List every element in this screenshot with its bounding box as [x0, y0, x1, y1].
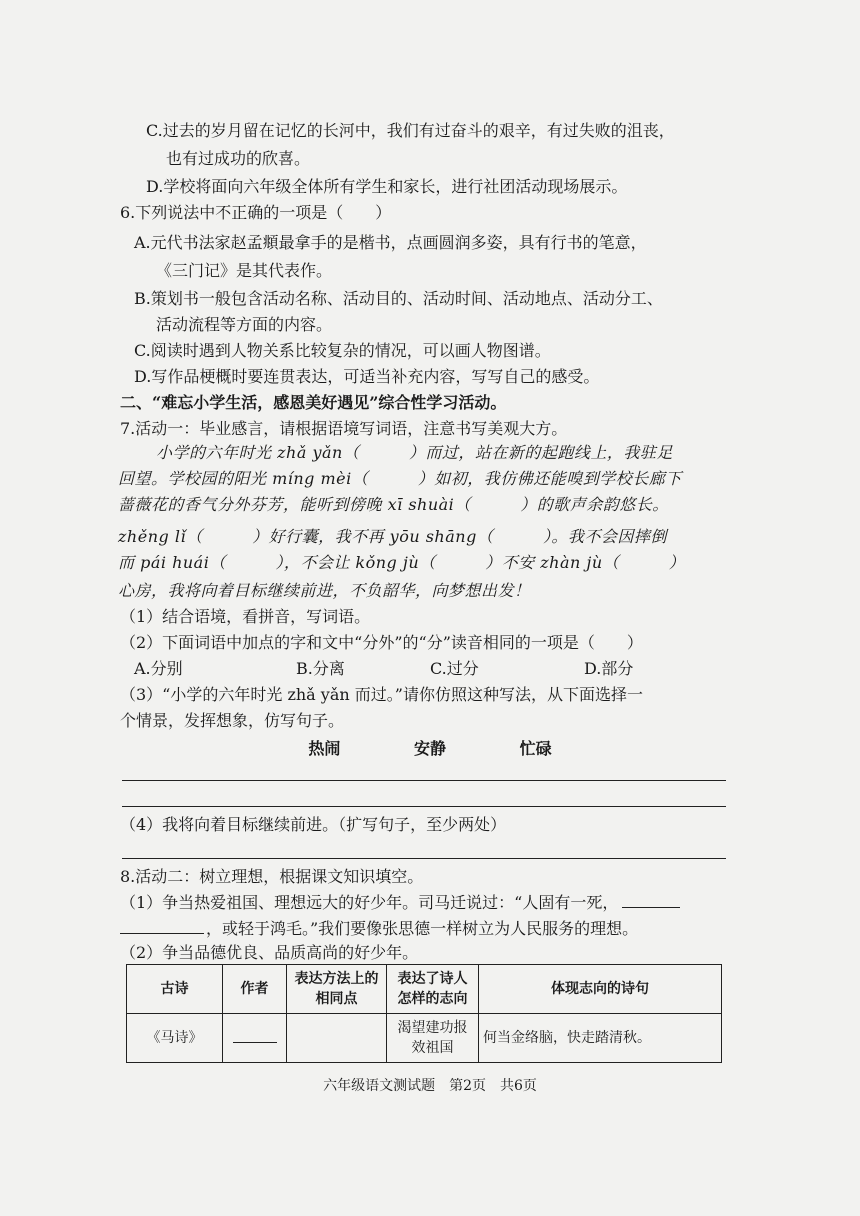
q6-option-b-line1: B.策划书一般包含活动名称、活动目的、活动时间、活动地点、活动分工、	[134, 289, 663, 308]
q8-sub-2: （2）争当品德优良、品质高尚的好少年。	[120, 943, 419, 962]
q8-sub-1-line2: ，或轻于鸿毛。”我们要像张思德一样树立为人民服务的理想。	[120, 918, 638, 940]
fill-blank-2[interactable]	[120, 919, 204, 934]
q8-sub-1-line1: （1）争当热爱祖国、理想远大的好少年。司马迁说过：“人固有一死，	[120, 892, 680, 914]
passage-line6: 心房，我将向着目标继续前进，不负韶华，向梦想出发！	[118, 581, 531, 600]
answer-line-1[interactable]	[122, 780, 726, 781]
answer-line-3[interactable]	[122, 858, 726, 859]
q6-option-b-line2: 活动流程等方面的内容。	[156, 315, 333, 334]
poem-table	[126, 964, 722, 1063]
choice-a: A.分别	[134, 659, 183, 678]
passage-line4: zhěng lǐ（ ）好行囊，我不再 yōu shāng（ ）。我不会因摔倒	[118, 527, 667, 546]
sub-question-3-line2: 个情景，发挥想象，仿写句子。	[120, 711, 345, 730]
header-verse: 体现志向的诗句	[479, 965, 722, 1014]
answer-line-2[interactable]	[122, 806, 726, 807]
option-c-line2: 也有过成功的欣喜。	[166, 149, 311, 168]
sub-question-1: （1）结合语境，看拼音，写词语。	[120, 607, 371, 626]
q6-option-a-line1: A.元代书法家赵孟頫最拿手的是楷书，点画圆润多姿，具有行书的笔意，	[134, 233, 647, 252]
cell-author[interactable]	[223, 1014, 287, 1063]
sub-question-4: （4）我将向着目标继续前进。（扩写句子，至少两处）	[120, 815, 507, 834]
question-8: 8.活动二：树立理想，根据课文知识填空。	[120, 867, 424, 886]
q6-option-d: D.写作品梗概时要连贯表达，可适当补充内容，写写自己的感受。	[134, 367, 600, 386]
scene-word-choices	[0, 736, 860, 759]
author-blank[interactable]	[233, 1028, 277, 1043]
cell-method[interactable]	[287, 1014, 387, 1063]
table-row	[127, 1014, 722, 1063]
word-busy: 忙碌	[519, 739, 552, 758]
cell-poem: 《马诗》	[127, 1014, 223, 1063]
question-7: 7.活动一：毕业感言，请根据语境写词语，注意书写美观大方。	[120, 419, 568, 438]
section-2-heading: 二、“难忘小学生活，感恩美好遇见”综合性学习活动。	[120, 393, 507, 412]
q6-option-a-line2: 《三门记》是其代表作。	[156, 261, 333, 280]
passage-line2: 回望。学校园的阳光 míng mèi（ ）如初，我仿佛还能嗅到学校长廊下	[118, 469, 682, 488]
word-quiet: 安静	[413, 739, 446, 758]
header-ambition: 表达了诗人怎样的志向	[387, 965, 479, 1014]
fill-blank-1[interactable]	[622, 893, 680, 908]
header-poem: 古诗	[127, 965, 223, 1014]
word-lively: 热闹	[308, 739, 341, 758]
choice-d: D.部分	[584, 659, 634, 678]
passage-line1: 小学的六年时光 zhǎ yǎn（ ）而过，站在新的起跑线上，我驻足	[156, 443, 673, 462]
choice-b: B.分离	[296, 659, 345, 678]
option-c-line1: C.过去的岁月留在记忆的长河中，我们有过奋斗的艰辛，有过失败的沮丧，	[146, 121, 675, 140]
sub-question-3-line1: （3）“小学的六年时光 zhǎ yǎn 而过。”请你仿照这种写法，从下面选择一	[120, 685, 643, 704]
table-header-row	[127, 965, 722, 1014]
passage-line3: 蔷薇花的香气分外芬芳，能听到傍晚 xī shuài（ ）的歌声余韵悠长。	[118, 495, 669, 514]
choice-c: C.过分	[430, 659, 479, 678]
page-footer: 六年级语文测试题 第2页 共6页	[323, 1078, 537, 1094]
sub-question-2: （2）下面词语中加点的字和文中“分外”的“分”读音相同的一项是（ ）	[120, 633, 643, 652]
header-author: 作者	[223, 965, 287, 1014]
option-d: D.学校将面向六年级全体所有学生和家长，进行社团活动现场展示。	[146, 177, 628, 196]
cell-verse: 何当金络脑，快走踏清秋。	[479, 1014, 722, 1063]
passage-line5: 而 pái huái（ ），不会让 kǒng jù（ ）不安 zhàn jù（ ）	[118, 553, 686, 572]
cell-ambition: 渴望建功报效祖国	[387, 1014, 479, 1063]
question-6: 6.下列说法中不正确的一项是（ ）	[120, 203, 392, 222]
q6-option-c: C.阅读时遇到人物关系比较复杂的情况，可以画人物图谱。	[134, 341, 551, 360]
header-method: 表达方法上的相同点	[287, 965, 387, 1014]
